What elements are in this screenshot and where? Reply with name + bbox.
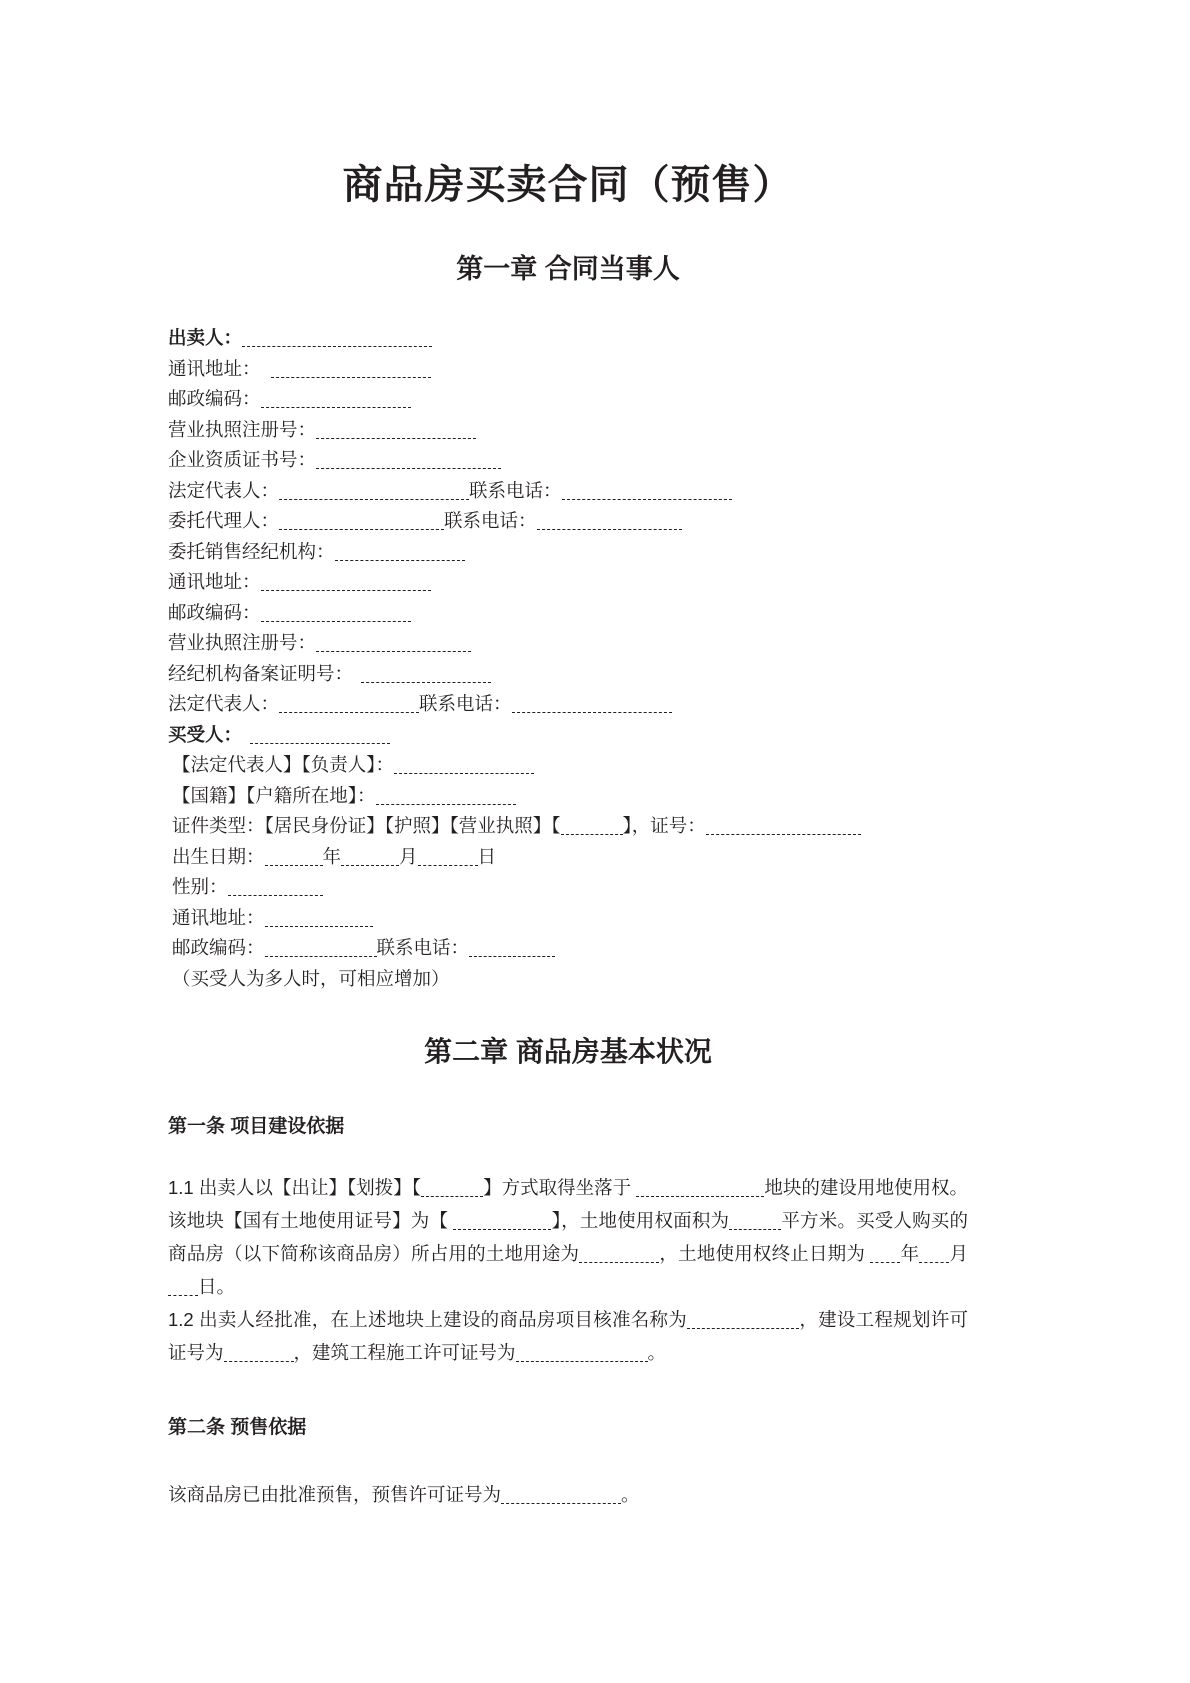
field-buyer-nationality xyxy=(168,781,968,812)
fill-blank[interactable] xyxy=(687,1328,799,1329)
field-label: 经纪机构备案证明号： xyxy=(168,662,354,684)
document-title: 商品房买卖合同（预售） xyxy=(342,163,794,207)
field-broker-organization xyxy=(168,537,968,568)
field-label-phone: 联系电话： xyxy=(376,937,470,959)
field-label: 邮政编码： xyxy=(172,937,265,959)
field-label: 邮政编码： xyxy=(168,388,261,410)
field-label: 企业资质证书号： xyxy=(168,449,317,471)
field-label: 法定代表人： xyxy=(168,693,280,715)
fill-blank[interactable] xyxy=(418,865,478,866)
field-seller-address xyxy=(168,354,968,385)
para-text: ，建筑工程施工许可证号为 xyxy=(293,1342,516,1364)
chapter-1-heading: 第一章 合同当事人 xyxy=(456,254,680,284)
parties-field-block xyxy=(168,287,968,994)
fill-blank[interactable] xyxy=(561,834,623,835)
field-label: 法定代表人： xyxy=(168,479,280,501)
fill-blank[interactable] xyxy=(512,712,672,713)
fill-blank[interactable] xyxy=(562,499,732,500)
field-buyer-postcode-phone xyxy=(168,933,968,964)
para-text: 】方式取得坐落于 xyxy=(483,1177,637,1199)
field-label: 性别： xyxy=(172,876,228,898)
fill-blank[interactable] xyxy=(265,865,323,866)
para-text: 。 xyxy=(647,1342,667,1364)
article-2-heading: 第二条 预售依据 xyxy=(168,1417,307,1439)
fill-blank[interactable] xyxy=(376,804,516,805)
para-text: 日。 xyxy=(198,1276,236,1298)
fill-blank[interactable] xyxy=(279,499,469,500)
fill-blank[interactable] xyxy=(250,743,390,744)
field-label: 买受人： xyxy=(168,723,243,745)
field-label: 邮政编码： xyxy=(168,601,261,623)
para-text: ，建设工程规划许可证号为 xyxy=(168,1309,968,1364)
field-label: 证件类型：【居民身份证】【护照】【营业执照】【 xyxy=(172,815,561,837)
buyer-multiple-note: （买受人为多人时，可相应增加） xyxy=(172,967,450,989)
field-label: 通讯地址： xyxy=(168,571,261,593)
fill-blank[interactable] xyxy=(316,468,501,469)
fill-blank[interactable] xyxy=(279,529,444,530)
para-text: 1.2 出卖人经批准，在上述地块上建设的商品房项目核准名称为 xyxy=(168,1309,688,1331)
article-1-body xyxy=(168,1141,968,1369)
field-buyer-name xyxy=(168,720,968,751)
fill-blank[interactable] xyxy=(316,438,476,439)
para-text: 年 xyxy=(900,1243,920,1265)
field-broker-postcode xyxy=(168,598,968,629)
para-text: ，土地使用权终止日期为 xyxy=(659,1243,871,1265)
field-label: 【国籍】【户籍所在地】： xyxy=(172,784,376,806)
field-label: 委托销售经纪机构： xyxy=(168,540,335,562)
para-text: 该商品房已由批准预售，预售许可证号为 xyxy=(168,1483,502,1505)
para-text: 1.1 出卖人以【出让】【划拨】【 xyxy=(168,1177,422,1199)
para-text: 月 xyxy=(949,1243,968,1265)
article-1-heading: 第一条 项目建设依据 xyxy=(168,1116,345,1138)
fill-blank[interactable] xyxy=(335,560,465,561)
fill-blank[interactable] xyxy=(870,1262,900,1263)
field-label-phone: 联系电话： xyxy=(444,510,537,532)
fill-blank[interactable] xyxy=(316,651,471,652)
fill-blank[interactable] xyxy=(279,712,419,713)
unit-month: 月 xyxy=(399,845,418,867)
para-text: 。 xyxy=(621,1483,640,1505)
fill-blank[interactable] xyxy=(261,590,431,591)
paragraph-1-1 xyxy=(168,1171,968,1303)
fill-blank[interactable] xyxy=(361,682,491,683)
para-text: 平方米。买受人购买的商品房（以下简称该商品房）所占用的土地用途为 xyxy=(168,1210,968,1265)
field-label: 出生日期： xyxy=(172,845,265,867)
para-text: 地块的建设用地使用权。该地块【国有土地使用证号】为【 xyxy=(168,1177,968,1232)
field-label: 通讯地址： xyxy=(172,906,265,928)
fill-blank[interactable] xyxy=(168,1295,198,1296)
field-label-phone: 联系电话： xyxy=(419,693,512,715)
field-broker-record-number xyxy=(168,659,968,690)
field-label: 通讯地址： xyxy=(168,357,261,379)
field-label: 出卖人： xyxy=(168,327,243,349)
fill-blank[interactable] xyxy=(706,834,861,835)
field-label-phone: 联系电话： xyxy=(469,479,562,501)
fill-blank[interactable] xyxy=(271,377,431,378)
field-label: 营业执照注册号： xyxy=(168,418,317,440)
fill-blank[interactable] xyxy=(224,1361,294,1362)
paragraph-1-2 xyxy=(168,1303,968,1369)
paragraph-2-1 xyxy=(168,1478,968,1511)
field-seller-postcode xyxy=(168,384,968,415)
fill-blank[interactable] xyxy=(265,956,377,957)
fill-blank[interactable] xyxy=(501,1503,621,1504)
field-seller-legal-representative xyxy=(168,476,968,507)
article-2-body xyxy=(168,1442,968,1511)
field-buyer-address xyxy=(168,903,968,934)
fill-blank[interactable] xyxy=(341,865,399,866)
fill-blank[interactable] xyxy=(421,1196,483,1197)
field-seller-business-license xyxy=(168,415,968,446)
field-label: 【法定代表人】【负责人】： xyxy=(172,754,395,776)
field-buyer-id-type xyxy=(168,811,968,842)
field-label: 营业执照注册号： xyxy=(168,632,317,654)
field-broker-legal-representative xyxy=(168,689,968,720)
fill-blank[interactable] xyxy=(636,1196,764,1197)
fill-blank[interactable] xyxy=(579,1262,659,1263)
fill-blank[interactable] xyxy=(228,895,323,896)
fill-blank[interactable] xyxy=(516,1361,648,1362)
fill-blank[interactable] xyxy=(453,1229,551,1230)
field-label: 委托代理人： xyxy=(168,510,280,532)
unit-year: 年 xyxy=(322,845,342,867)
field-seller-entrusted-agent xyxy=(168,506,968,537)
fill-blank[interactable] xyxy=(261,621,411,622)
chapter-2-heading: 第二章 商品房基本状况 xyxy=(424,1036,712,1068)
fill-blank[interactable] xyxy=(394,773,534,774)
field-buyer-birth-date xyxy=(168,842,968,873)
field-seller-qualification-cert xyxy=(168,445,968,476)
para-text: 】，土地使用权面积为 xyxy=(551,1210,730,1232)
document-content xyxy=(168,0,968,1511)
field-label-tail: 】，证号： xyxy=(622,815,706,837)
field-buyer-gender xyxy=(168,872,968,903)
fill-blank[interactable] xyxy=(919,1262,949,1263)
field-seller-name xyxy=(168,323,968,354)
fill-blank[interactable] xyxy=(261,407,411,408)
field-broker-business-license xyxy=(168,628,968,659)
field-buyer-legal-representative xyxy=(168,750,968,781)
fill-blank[interactable] xyxy=(265,926,373,927)
fill-blank[interactable] xyxy=(242,346,432,347)
unit-day: 日 xyxy=(477,845,497,867)
fill-blank[interactable] xyxy=(729,1229,781,1230)
fill-blank[interactable] xyxy=(469,956,555,957)
fill-blank[interactable] xyxy=(537,529,682,530)
field-broker-address xyxy=(168,567,968,598)
